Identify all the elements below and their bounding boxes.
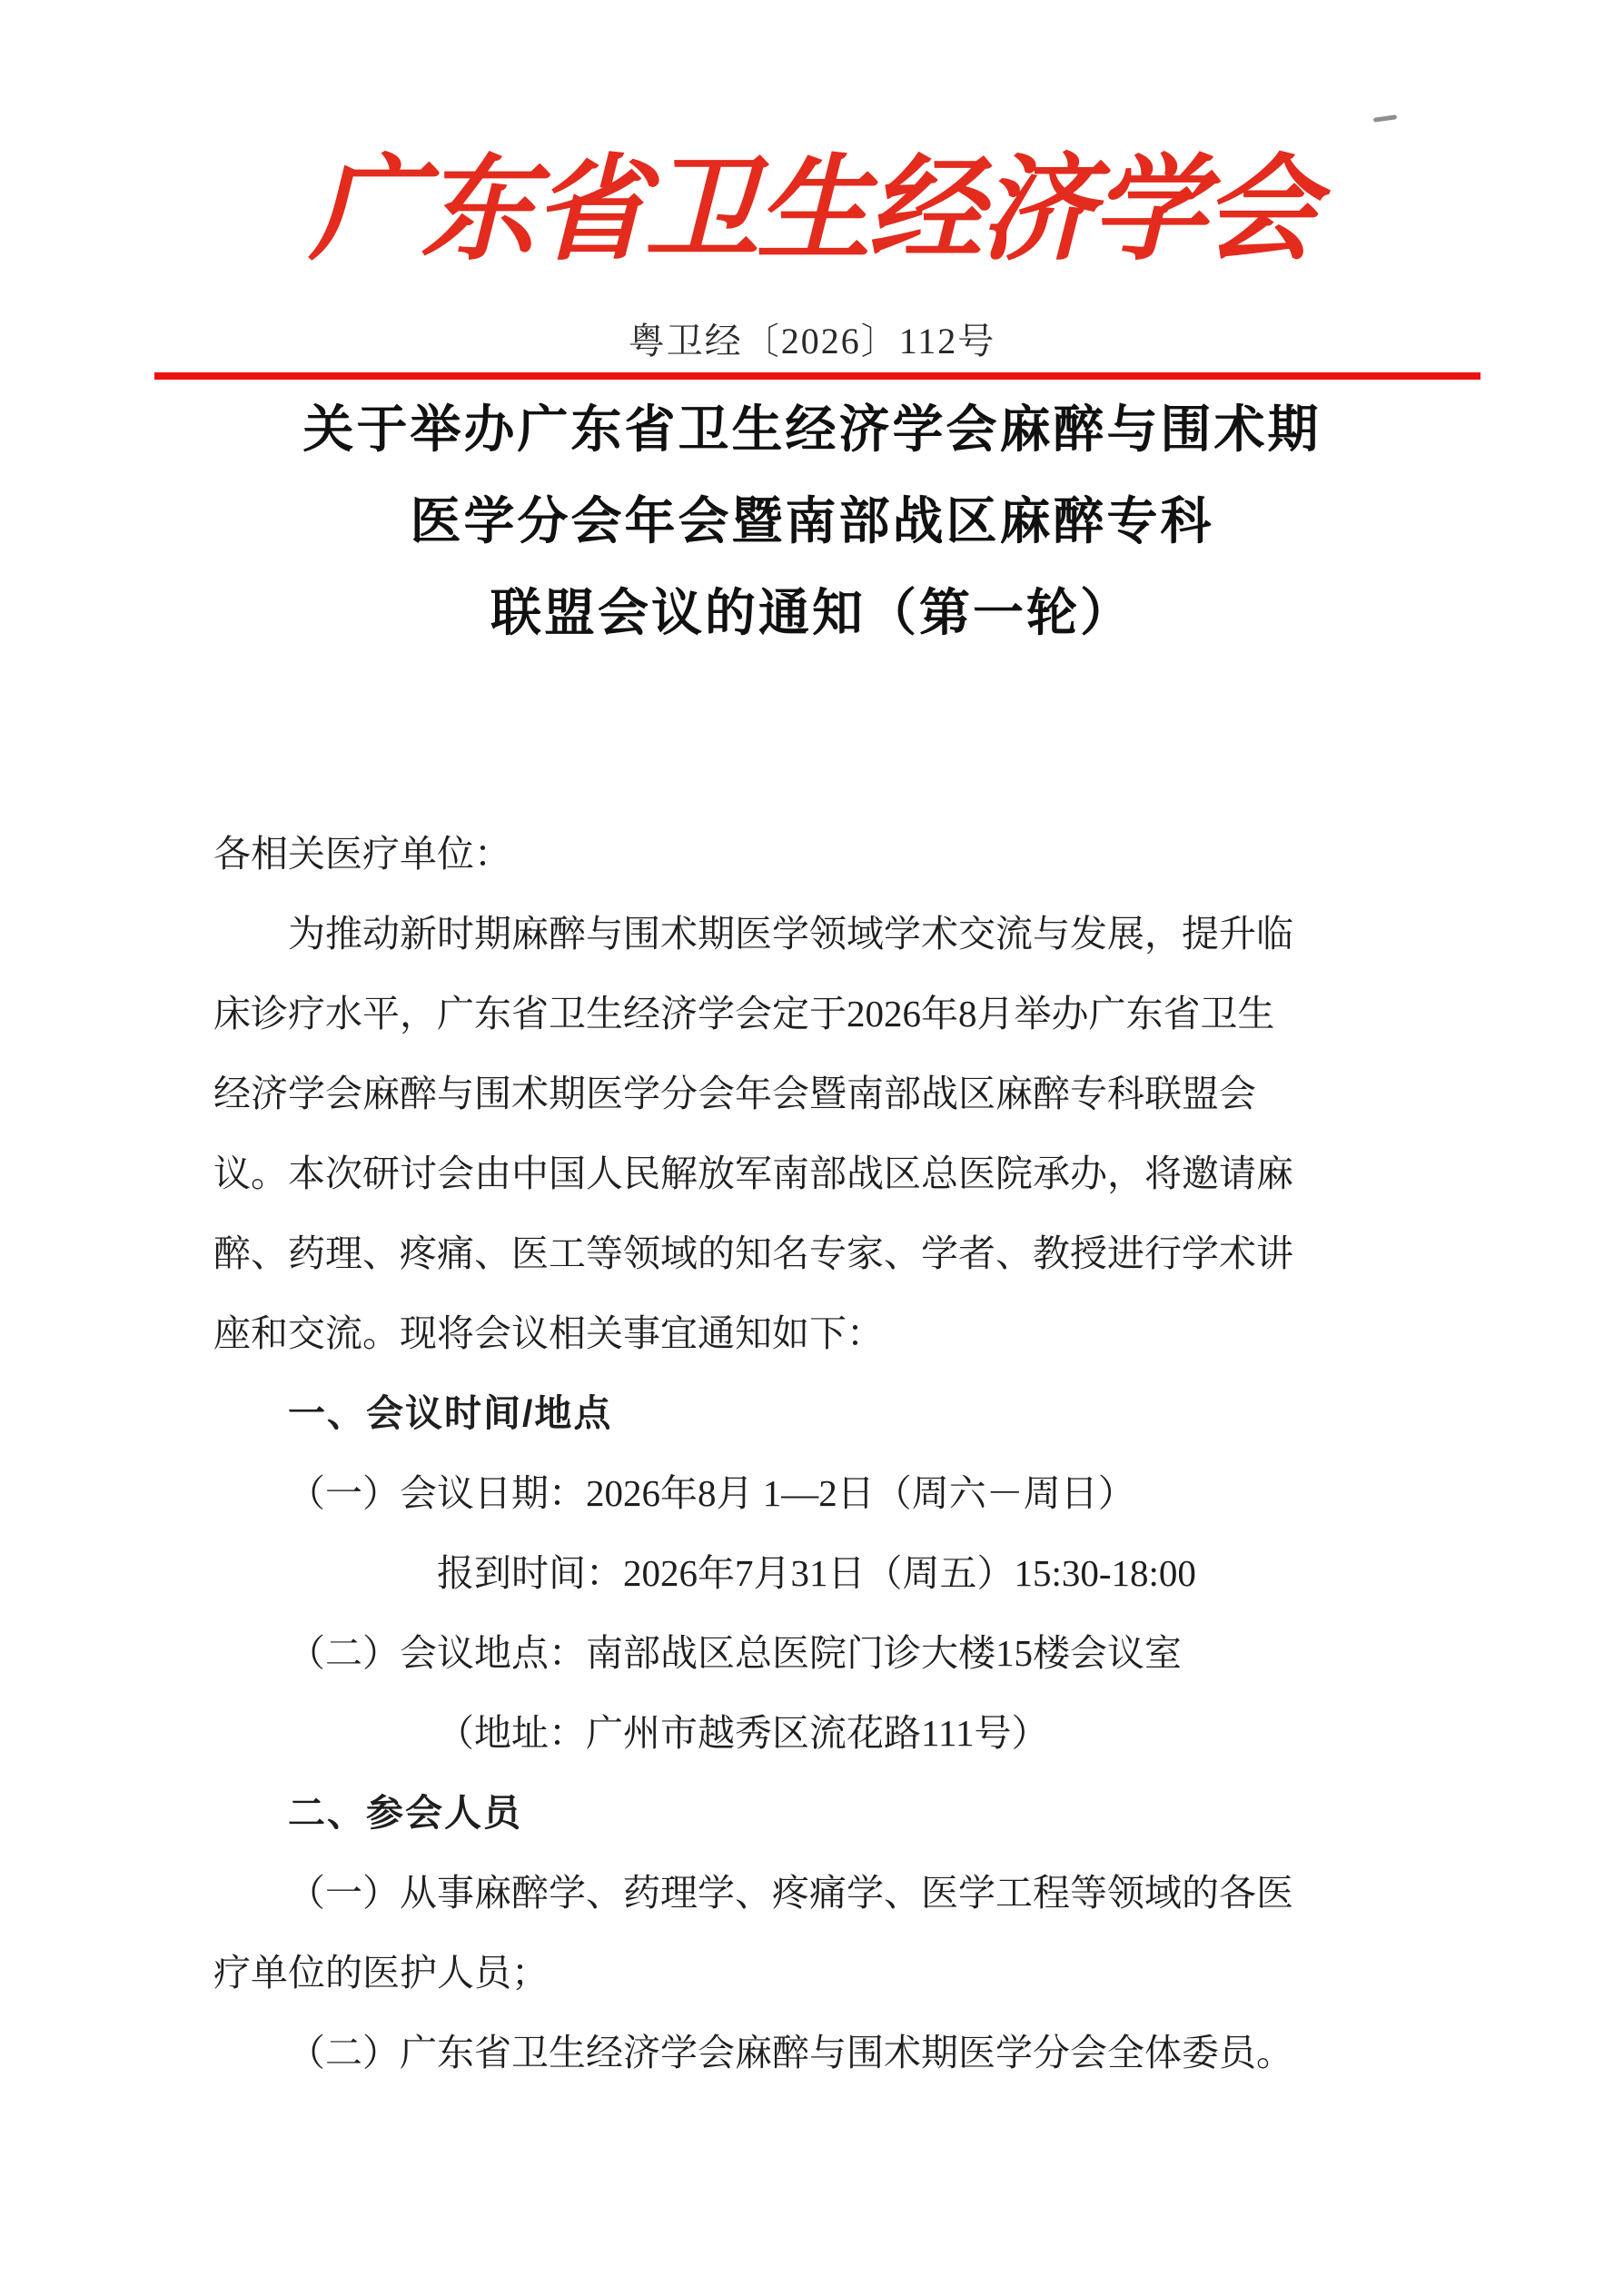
body-line: 疗单位的医护人员； [213, 1952, 549, 1994]
body-line: 各相关医疗单位： [213, 833, 511, 875]
body-line: （二）会议地点：南部战区总医院门诊大楼15楼会议室 [288, 1632, 1182, 1674]
body-line: 报到时间：2026年7月31日（周五）15:30-18:00 [437, 1552, 1196, 1594]
document-body [213, 814, 1412, 2093]
doc-number: 粤卫经〔2026〕112号 [628, 321, 996, 361]
body-line: 为推动新时期麻醉与围术期医学领域学术交流与发展，提升临 [288, 913, 1293, 955]
body-line: （二）广东省卫生经济学会麻醉与围术期医学分会全体委员。 [288, 2032, 1293, 2073]
org-name-calligraphy: 广东省卫生经济学会 [309, 148, 1315, 274]
notice-title [0, 385, 1624, 660]
title-line-1: 关于举办广东省卫生经济学会麻醉与围术期 [302, 402, 1322, 459]
letterhead-rule [154, 372, 1480, 380]
title-line-2: 医学分会年会暨南部战区麻醉专科 [410, 494, 1214, 550]
body-line: （一）从事麻醉学、药理学、疼痛学、医学工程等领域的各医 [288, 1872, 1293, 1914]
body-line: 醉、药理、疼痛、医工等领域的知名专家、学者、教授进行学术讲 [213, 1232, 1293, 1274]
body-line: 座和交流。现将会议相关事宜通知如下： [213, 1312, 884, 1354]
title-line-3: 联盟会议的通知（第一轮） [490, 586, 1134, 642]
body-line: （一）会议日期：2026年8月 1—2日（周六－周日） [288, 1472, 1135, 1514]
body-line: 议。本次研讨会由中国人民解放军南部战区总医院承办，将邀请麻 [213, 1153, 1293, 1194]
body-line: 经济学会麻醉与围术期医学分会年会暨南部战区麻醉专科联盟会 [213, 1073, 1256, 1114]
section-heading: 一、会议时间/地点 [288, 1392, 613, 1434]
body-line: 床诊疗水平，广东省卫生经济学会定于2026年8月举办广东省卫生 [213, 993, 1275, 1034]
section-heading: 二、参会人员 [288, 1792, 522, 1834]
body-line: （地址：广州市越秀区流花路111号） [437, 1712, 1049, 1754]
